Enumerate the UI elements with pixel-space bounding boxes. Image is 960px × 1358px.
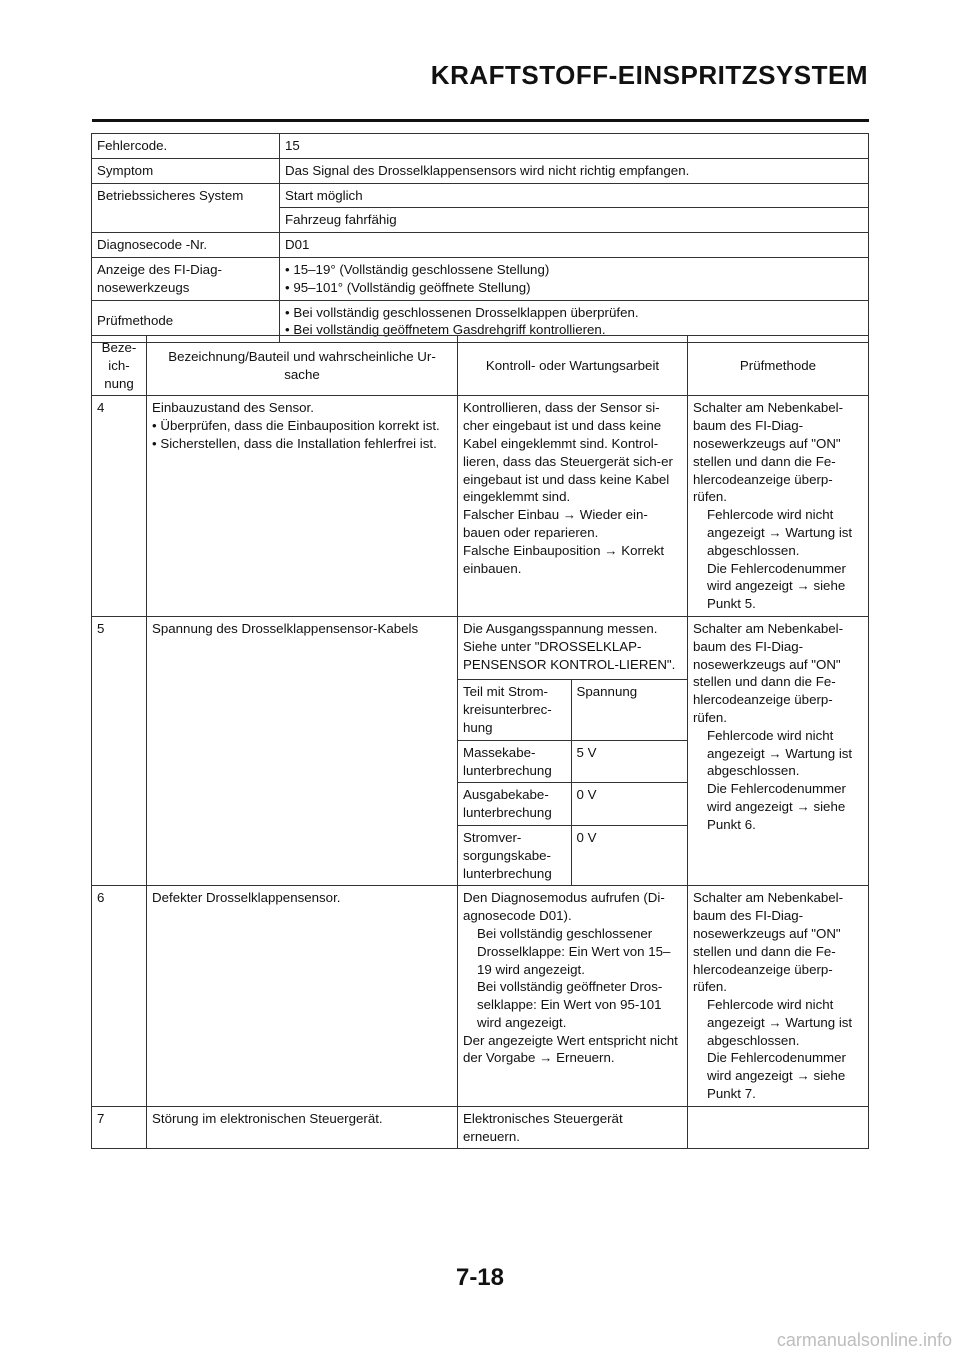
table-row [458, 740, 687, 783]
list-item: • Bei vollständig geschlossenen Drosselklappen überprüfen. [285, 304, 639, 320]
table-row [92, 886, 869, 1107]
voltage-part: Stromver-sorgungskabe-lunterbrechung [458, 825, 571, 885]
check-text: Die Fehlercodenummer wird angezeigt → siehe Punkt 5. [707, 560, 846, 612]
arrow-icon: → [604, 542, 618, 558]
table-row [92, 134, 869, 159]
voltage-value: 0 V [571, 825, 687, 885]
check-text: Fehlercode wird nicht angezeigt → Wartung ist abgeschlossen. [707, 727, 853, 779]
row-cause: Spannung des Drosselklappensensor-Kabels [147, 616, 458, 885]
row-check [688, 886, 869, 1107]
anzeige-value [280, 257, 869, 300]
table-header-row [92, 336, 869, 396]
check-text: Die Fehlercodenummer wird angezeigt → siehe Punkt 7. [707, 1050, 846, 1102]
cause-title: Einbauzustand des Sensor. [152, 400, 314, 416]
table-row [458, 680, 687, 740]
arrow-icon: → [768, 1014, 782, 1030]
watermark: carmanualsonline.info [776, 1330, 952, 1350]
check-text: Die Fehlercodenummer wird angezeigt → siehe Punkt 6. [707, 781, 846, 832]
list-item: • 95–101° (Vollständig geöffnete Stellung) [285, 279, 531, 295]
action-text: Der angezeigte Wert entspricht nicht der Vorgabe → Erneuern. [463, 1032, 678, 1066]
voltage-head-value: Spannung [571, 680, 687, 740]
fehlercode-value: 15 [280, 134, 869, 159]
list-item: • Bei vollständig geöffnetem Gasdrehgriff kontrollieren. [285, 322, 606, 338]
arrow-icon: → [562, 507, 577, 523]
check-text: Schalter am Nebenkabel-baum des FI-Diag-nosewerkzeugs auf "ON" stellen und dann die Fe-hlercodeanzeige überp-rüfen. [693, 890, 844, 995]
row-number: 5 [92, 616, 147, 885]
anzeige-label: Anzeige des FI-Diag-nosewerkzeugs [92, 257, 280, 300]
arrow-icon: → [768, 745, 782, 761]
row-cause: Defekter Drosselklappensensor. [147, 886, 458, 1107]
col-header-bezeichnung: Bezeichnung/Bauteil und wahrscheinliche Ur-sache [147, 336, 458, 396]
procedure-table [91, 335, 869, 1149]
arrow-icon: → [796, 798, 810, 814]
header-rule [92, 119, 869, 122]
table-row [92, 183, 869, 208]
check-text: Schalter am Nebenkabel-baum des FI-Diag-nosewerkzeugs auf "ON" stellen und dann die Fe-hlercodeanzeige überp-rüfen. [693, 400, 844, 505]
col-header-kontrolle: Kontroll- oder Wartungsarbeit [458, 336, 688, 396]
row-action [458, 616, 688, 885]
row-check [688, 1106, 869, 1149]
action-text: Den Diagnosemodus aufrufen (Di-agnosecode D01). [463, 890, 665, 924]
diag-value: D01 [280, 233, 869, 258]
table-row [92, 233, 869, 258]
table-row [458, 783, 687, 826]
col-header-nr: Beze-ich-nung [92, 336, 147, 396]
table-row [92, 257, 869, 300]
arrow-icon: → [768, 524, 782, 540]
voltage-value: 5 V [571, 740, 687, 783]
row-action [458, 886, 688, 1107]
row-check [688, 616, 869, 885]
voltage-part: Ausgabekabe-lunterbrechung [458, 783, 571, 826]
action-text: Falscher Einbau → Wieder ein-bauen oder reparieren. [463, 507, 648, 540]
arrow-icon: → [796, 1068, 810, 1084]
page-title: KRAFTSTOFF-EINSPRITZSYSTEM [430, 60, 868, 90]
check-text: Schalter am Nebenkabel-baum des FI-Diag-nosewerkzeugs auf "ON" stellen und dann die Fe-hlercodeanzeige überp-rüfen. [693, 620, 844, 725]
check-text: Fehlercode wird nicht angezeigt → Wartung ist abgeschlossen. [707, 997, 853, 1048]
betrieb-value-1: Start möglich [280, 183, 869, 208]
row-action [458, 396, 688, 617]
action-text: Falsche Einbauposition → Korrekt einbauen. [463, 542, 665, 576]
action-text: Bei vollständig geschlossener Drosselklappe: Ein Wert von 15–19 wird angezeigt. [477, 925, 671, 977]
action-text: Bei vollständig geöffneter Dros-selklappe: Ein Wert von 95-101 wird angezeigt. [477, 979, 663, 1030]
list-item: • 15–19° (Vollständig geschlossene Stellung) [285, 261, 550, 277]
betrieb-value-2: Fahrzeug fahrfähig [280, 208, 869, 233]
row-check [688, 396, 869, 617]
diag-label: Diagnosecode -Nr. [92, 233, 280, 258]
voltage-table [458, 679, 687, 885]
page-number: 7-18 [455, 1264, 505, 1291]
voltage-part: Massekabe-lunterbrechung [458, 740, 571, 783]
voltage-head-part: Teil mit Strom-kreisunterbrec-hung [458, 680, 571, 740]
arrow-icon: → [796, 578, 810, 594]
table-row [458, 825, 687, 885]
row-action: Elektronisches Steuergerät erneuern. [458, 1106, 688, 1149]
list-item: • Sicherstellen, dass die Installation fehlerfrei ist. [152, 435, 437, 451]
voltage-value: 0 V [571, 783, 687, 826]
symptom-label: Symptom [92, 158, 280, 183]
row-number: 4 [92, 396, 147, 617]
table-row [92, 1106, 869, 1149]
row-number: 6 [92, 886, 147, 1107]
list-item: • Überprüfen, dass die Einbauposition korrekt ist. [152, 418, 440, 434]
row-cause: Störung im elektronischen Steuergerät. [147, 1106, 458, 1149]
action-text: Kontrollieren, dass der Sensor si-cher eingebaut ist und dass keine Kabel eingeklemmt sind. Kontrol-lieren, dass das Steuergerät sich-er eingebaut ist und dass keine Kabel eingeklemmt sind. [463, 400, 673, 505]
action-text: Die Ausgangsspannung messen. Siehe unter "DROSSELKLAP-PENSENSOR KONTROL-LIEREN". [463, 620, 676, 672]
symptom-value: Das Signal des Drosselklappensensors wird nicht richtig empfangen. [280, 158, 869, 183]
pruef-label: Prüfmethode [92, 300, 280, 343]
row-number: 7 [92, 1106, 147, 1149]
betrieb-label: Betriebssicheres System [92, 183, 280, 233]
row-cause [147, 396, 458, 617]
summary-table [91, 133, 869, 343]
col-header-pruef: Prüfmethode [688, 336, 869, 396]
table-row [92, 396, 869, 617]
check-text: Fehlercode wird nicht angezeigt → Wartung ist abgeschlossen. [707, 507, 853, 558]
arrow-icon: → [539, 1050, 553, 1066]
fehlercode-label: Fehlercode. [92, 134, 280, 159]
table-row [92, 158, 869, 183]
table-row [92, 616, 869, 885]
